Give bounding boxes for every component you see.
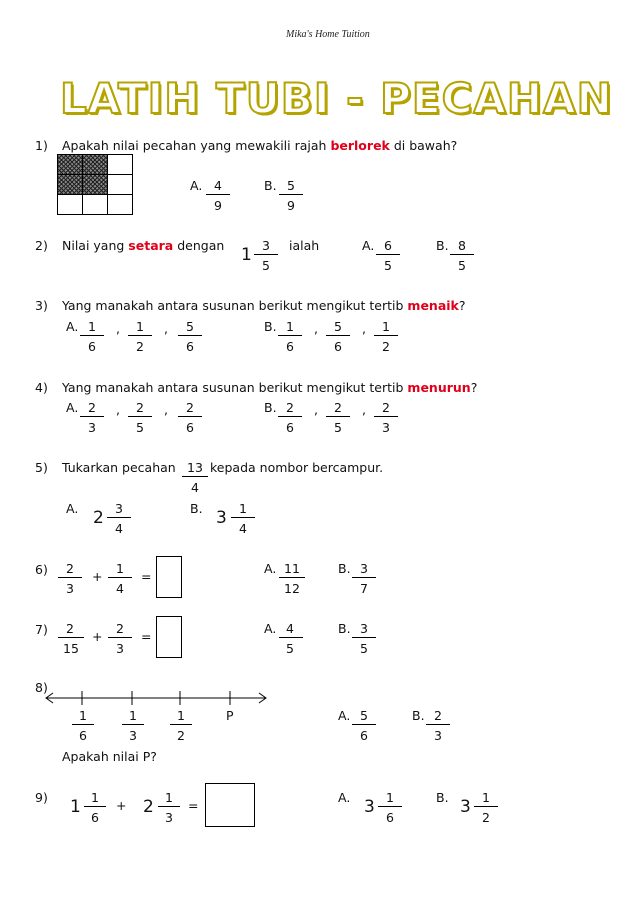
q4-option-b-numerator: 2	[334, 400, 342, 415]
q4-option-b-denominator: 5	[334, 420, 342, 435]
grid-cell-shaded	[57, 174, 83, 195]
q2-option-b-bar	[450, 254, 474, 255]
q2-option-a-label[interactable]: A.	[362, 238, 375, 253]
q4-option-a-denominator: 3	[88, 420, 96, 435]
q3-comma: ,	[362, 321, 366, 336]
q3-option-a-denominator: 2	[136, 339, 144, 354]
q2-after-text: ialah	[289, 238, 320, 253]
q7-option-b-label[interactable]: B.	[338, 621, 351, 636]
q8-tick2-bar	[122, 724, 144, 725]
q1-option-b-bar	[279, 194, 303, 195]
q5-fraction-numerator: 13	[187, 460, 203, 475]
q3-option-b-denominator: 2	[382, 339, 390, 354]
q4-comma: ,	[362, 402, 366, 417]
q5-text-after: kepada nombor bercampur.	[210, 460, 384, 475]
q9-option-b-label[interactable]: B.	[436, 790, 449, 805]
q9-equals: =	[188, 798, 199, 813]
q3-option-b-numerator: 1	[382, 319, 390, 334]
q5-option-a-bar	[107, 517, 131, 518]
q2-text: Nilai yang setara dengan	[62, 238, 225, 253]
q8-option-a-denominator: 6	[360, 728, 368, 743]
q7-option-b-numerator: 3	[360, 621, 368, 636]
q4-option-b-denominator: 6	[286, 420, 294, 435]
q7-plus: +	[92, 629, 103, 644]
q7-option-a-numerator: 4	[286, 621, 294, 636]
q2-option-a-bar	[376, 254, 400, 255]
q3-option-b-bar	[374, 335, 398, 336]
q4-comma: ,	[164, 402, 168, 417]
q8-tick1-denominator: 6	[79, 728, 87, 743]
q5-option-b-numerator: 1	[239, 501, 247, 516]
q8-option-b-denominator: 3	[434, 728, 442, 743]
grid-cell-shaded	[82, 174, 108, 195]
q7-f2-denominator: 3	[116, 641, 124, 656]
q8-option-b-bar	[426, 724, 450, 725]
q3-comma: ,	[164, 321, 168, 336]
q4-option-b-label[interactable]: B.	[264, 400, 277, 415]
q9-plus: +	[116, 798, 127, 813]
q7-option-b-bar	[352, 637, 376, 638]
q9-number: 9)	[35, 790, 48, 805]
q6-number: 6)	[35, 562, 48, 577]
q9-option-a-bar	[378, 806, 402, 807]
q3-option-a-numerator: 1	[136, 319, 144, 334]
q4-option-a-numerator: 2	[136, 400, 144, 415]
page-header: Mika's Home Tuition	[286, 29, 370, 40]
q8-tick3-numerator: 1	[177, 708, 185, 723]
q7-number: 7)	[35, 622, 48, 637]
q6-f1-bar	[58, 577, 82, 578]
q6-answer-box[interactable]	[156, 556, 182, 598]
q8-option-a-bar	[352, 724, 376, 725]
q4-text: Yang manakah antara susunan berikut mengikut tertib menurun?	[62, 380, 478, 395]
q7-equals: =	[141, 629, 152, 644]
q3-option-b-bar	[326, 335, 350, 336]
q9-m2-denominator: 3	[165, 810, 173, 825]
q7-f2-bar	[108, 637, 132, 638]
q2-mixed-bar	[254, 254, 278, 255]
worksheet-title: LATIH TUBI - PECAHAN	[60, 74, 613, 123]
q9-option-b-bar	[474, 806, 498, 807]
q3-comma: ,	[116, 321, 120, 336]
q9-answer-box[interactable]	[205, 783, 255, 827]
q7-option-b-denominator: 5	[360, 641, 368, 656]
q5-option-a-label[interactable]: A.	[66, 501, 79, 516]
q6-plus: +	[92, 569, 103, 584]
q1-option-a-numerator: 4	[214, 178, 222, 193]
q4-option-a-denominator: 5	[136, 420, 144, 435]
grid-cell	[57, 194, 83, 215]
q6-option-b-bar	[352, 577, 376, 578]
q3-option-a-numerator: 1	[88, 319, 96, 334]
q8-number: 8)	[35, 680, 48, 695]
q7-f1-bar	[58, 637, 84, 638]
q9-m1-bar	[84, 806, 106, 807]
q3-text: Yang manakah antara susunan berikut mengikut tertib menaik?	[62, 298, 466, 313]
q4-option-a-denominator: 6	[186, 420, 194, 435]
q4-number: 4)	[35, 380, 48, 395]
q9-m1-denominator: 6	[91, 810, 99, 825]
q7-option-a-denominator: 5	[286, 641, 294, 656]
q7-f2-numerator: 2	[116, 621, 124, 636]
q3-option-a-bar	[80, 335, 104, 336]
grid-cell-shaded	[82, 154, 108, 175]
q8-tick2-numerator: 1	[129, 708, 137, 723]
q7-answer-box[interactable]	[156, 616, 182, 658]
q4-option-b-numerator: 2	[286, 400, 294, 415]
q6-option-b-numerator: 3	[360, 561, 368, 576]
q9-m1-whole: 1	[70, 797, 81, 817]
q9-option-a-whole: 3	[364, 797, 375, 817]
q4-option-a-numerator: 2	[88, 400, 96, 415]
q5-option-a-denominator: 4	[115, 521, 123, 536]
grid-cell	[82, 194, 108, 215]
q3-option-a-numerator: 5	[186, 319, 194, 334]
grid-cell	[107, 154, 133, 175]
q5-option-b-label[interactable]: B.	[190, 501, 203, 516]
q8-tick3-denominator: 2	[177, 728, 185, 743]
q2-number: 2)	[35, 238, 48, 253]
q9-option-a-numerator: 1	[386, 790, 394, 805]
q3-number: 3)	[35, 298, 48, 313]
q2-mixed-whole: 1	[241, 245, 252, 265]
q6-f1-numerator: 2	[66, 561, 74, 576]
q7-option-a-label[interactable]: A.	[264, 621, 277, 636]
q9-m1-numerator: 1	[91, 790, 99, 805]
q8-tick2-denominator: 3	[129, 728, 137, 743]
q4-option-a-numerator: 2	[186, 400, 194, 415]
q8-tick1-bar	[72, 724, 94, 725]
q8-option-b-label[interactable]: B.	[412, 708, 425, 723]
q5-number: 5)	[35, 460, 48, 475]
q8-tick1-numerator: 1	[79, 708, 87, 723]
q4-option-a-bar	[80, 416, 104, 417]
q1-text: Apakah nilai pecahan yang mewakili rajah berlorek di bawah?	[62, 138, 458, 153]
q8-option-a-label[interactable]: A.	[338, 708, 351, 723]
q5-option-a-whole: 2	[93, 508, 104, 528]
q9-option-b-numerator: 1	[482, 790, 490, 805]
q1-option-a-label[interactable]: A.	[190, 178, 203, 193]
q2-option-a-numerator: 6	[384, 238, 392, 253]
q3-option-b-numerator: 5	[334, 319, 342, 334]
q8-tick3-bar	[170, 724, 192, 725]
q4-option-a-bar	[178, 416, 202, 417]
q9-m2-numerator: 1	[165, 790, 173, 805]
q6-option-b-denominator: 7	[360, 581, 368, 596]
q6-option-a-label[interactable]: A.	[264, 561, 277, 576]
q1-number: 1)	[35, 138, 48, 153]
q8-option-a-numerator: 5	[360, 708, 368, 723]
q5-text: Tukarkan pecahan	[62, 460, 176, 475]
grid-cell-shaded	[57, 154, 83, 175]
q4-option-b-denominator: 3	[382, 420, 390, 435]
q5-option-b-bar	[231, 517, 255, 518]
q1-option-a-bar	[206, 194, 230, 195]
q3-option-a-bar	[178, 335, 202, 336]
q6-f2-denominator: 4	[116, 581, 124, 596]
q3-option-b-denominator: 6	[334, 339, 342, 354]
q1-option-b-denominator: 9	[287, 198, 295, 213]
q3-option-b-bar	[278, 335, 302, 336]
q9-option-a-label[interactable]: A.	[338, 790, 351, 805]
q2-option-b-denominator: 5	[458, 258, 466, 273]
q5-fraction-bar	[182, 476, 208, 477]
q9-option-b-whole: 3	[460, 797, 471, 817]
q4-option-b-bar	[278, 416, 302, 417]
q4-option-a-label[interactable]: A.	[66, 400, 79, 415]
q3-option-b-label[interactable]: B.	[264, 319, 277, 334]
q6-option-a-bar	[279, 577, 305, 578]
q2-option-b-label[interactable]: B.	[436, 238, 449, 253]
q4-option-b-bar	[374, 416, 398, 417]
q8-option-b-numerator: 2	[434, 708, 442, 723]
q3-option-a-denominator: 6	[88, 339, 96, 354]
q8-point-p: P	[226, 708, 234, 723]
q7-option-a-bar	[279, 637, 303, 638]
q6-f2-numerator: 1	[116, 561, 124, 576]
q5-option-b-whole: 3	[216, 508, 227, 528]
q8-question: Apakah nilai P?	[62, 749, 157, 764]
q5-fraction-denominator: 4	[191, 480, 199, 495]
grid-cell	[107, 194, 133, 215]
q6-option-b-label[interactable]: B.	[338, 561, 351, 576]
q9-option-a-denominator: 6	[386, 810, 394, 825]
q1-option-b-label[interactable]: B.	[264, 178, 277, 193]
q3-option-a-label[interactable]: A.	[66, 319, 79, 334]
q3-option-b-numerator: 1	[286, 319, 294, 334]
q6-option-a-denominator: 12	[284, 581, 300, 596]
grid-cell	[107, 174, 133, 195]
q2-option-a-denominator: 5	[384, 258, 392, 273]
q2-option-b-numerator: 8	[458, 238, 466, 253]
q4-comma: ,	[314, 402, 318, 417]
q9-m2-bar	[158, 806, 180, 807]
q4-comma: ,	[116, 402, 120, 417]
q5-option-b-denominator: 4	[239, 521, 247, 536]
q9-option-b-denominator: 2	[482, 810, 490, 825]
q4-option-b-bar	[326, 416, 350, 417]
q1-option-a-denominator: 9	[214, 198, 222, 213]
q1-option-b-numerator: 5	[287, 178, 295, 193]
q3-comma: ,	[314, 321, 318, 336]
q6-f2-bar	[108, 577, 132, 578]
q9-m2-whole: 2	[143, 797, 154, 817]
q6-equals: =	[141, 569, 152, 584]
q2-mixed-denominator: 5	[262, 258, 270, 273]
q4-option-b-numerator: 2	[382, 400, 390, 415]
q2-mixed-numerator: 3	[262, 238, 270, 253]
q3-option-a-denominator: 6	[186, 339, 194, 354]
q6-f1-denominator: 3	[66, 581, 74, 596]
q5-option-a-numerator: 3	[115, 501, 123, 516]
q4-option-a-bar	[128, 416, 152, 417]
q7-f1-numerator: 2	[66, 621, 74, 636]
q7-f1-denominator: 15	[63, 641, 79, 656]
q8-number-line	[44, 690, 270, 706]
q6-option-a-numerator: 11	[284, 561, 300, 576]
q3-option-a-bar	[128, 335, 152, 336]
q3-option-b-denominator: 6	[286, 339, 294, 354]
